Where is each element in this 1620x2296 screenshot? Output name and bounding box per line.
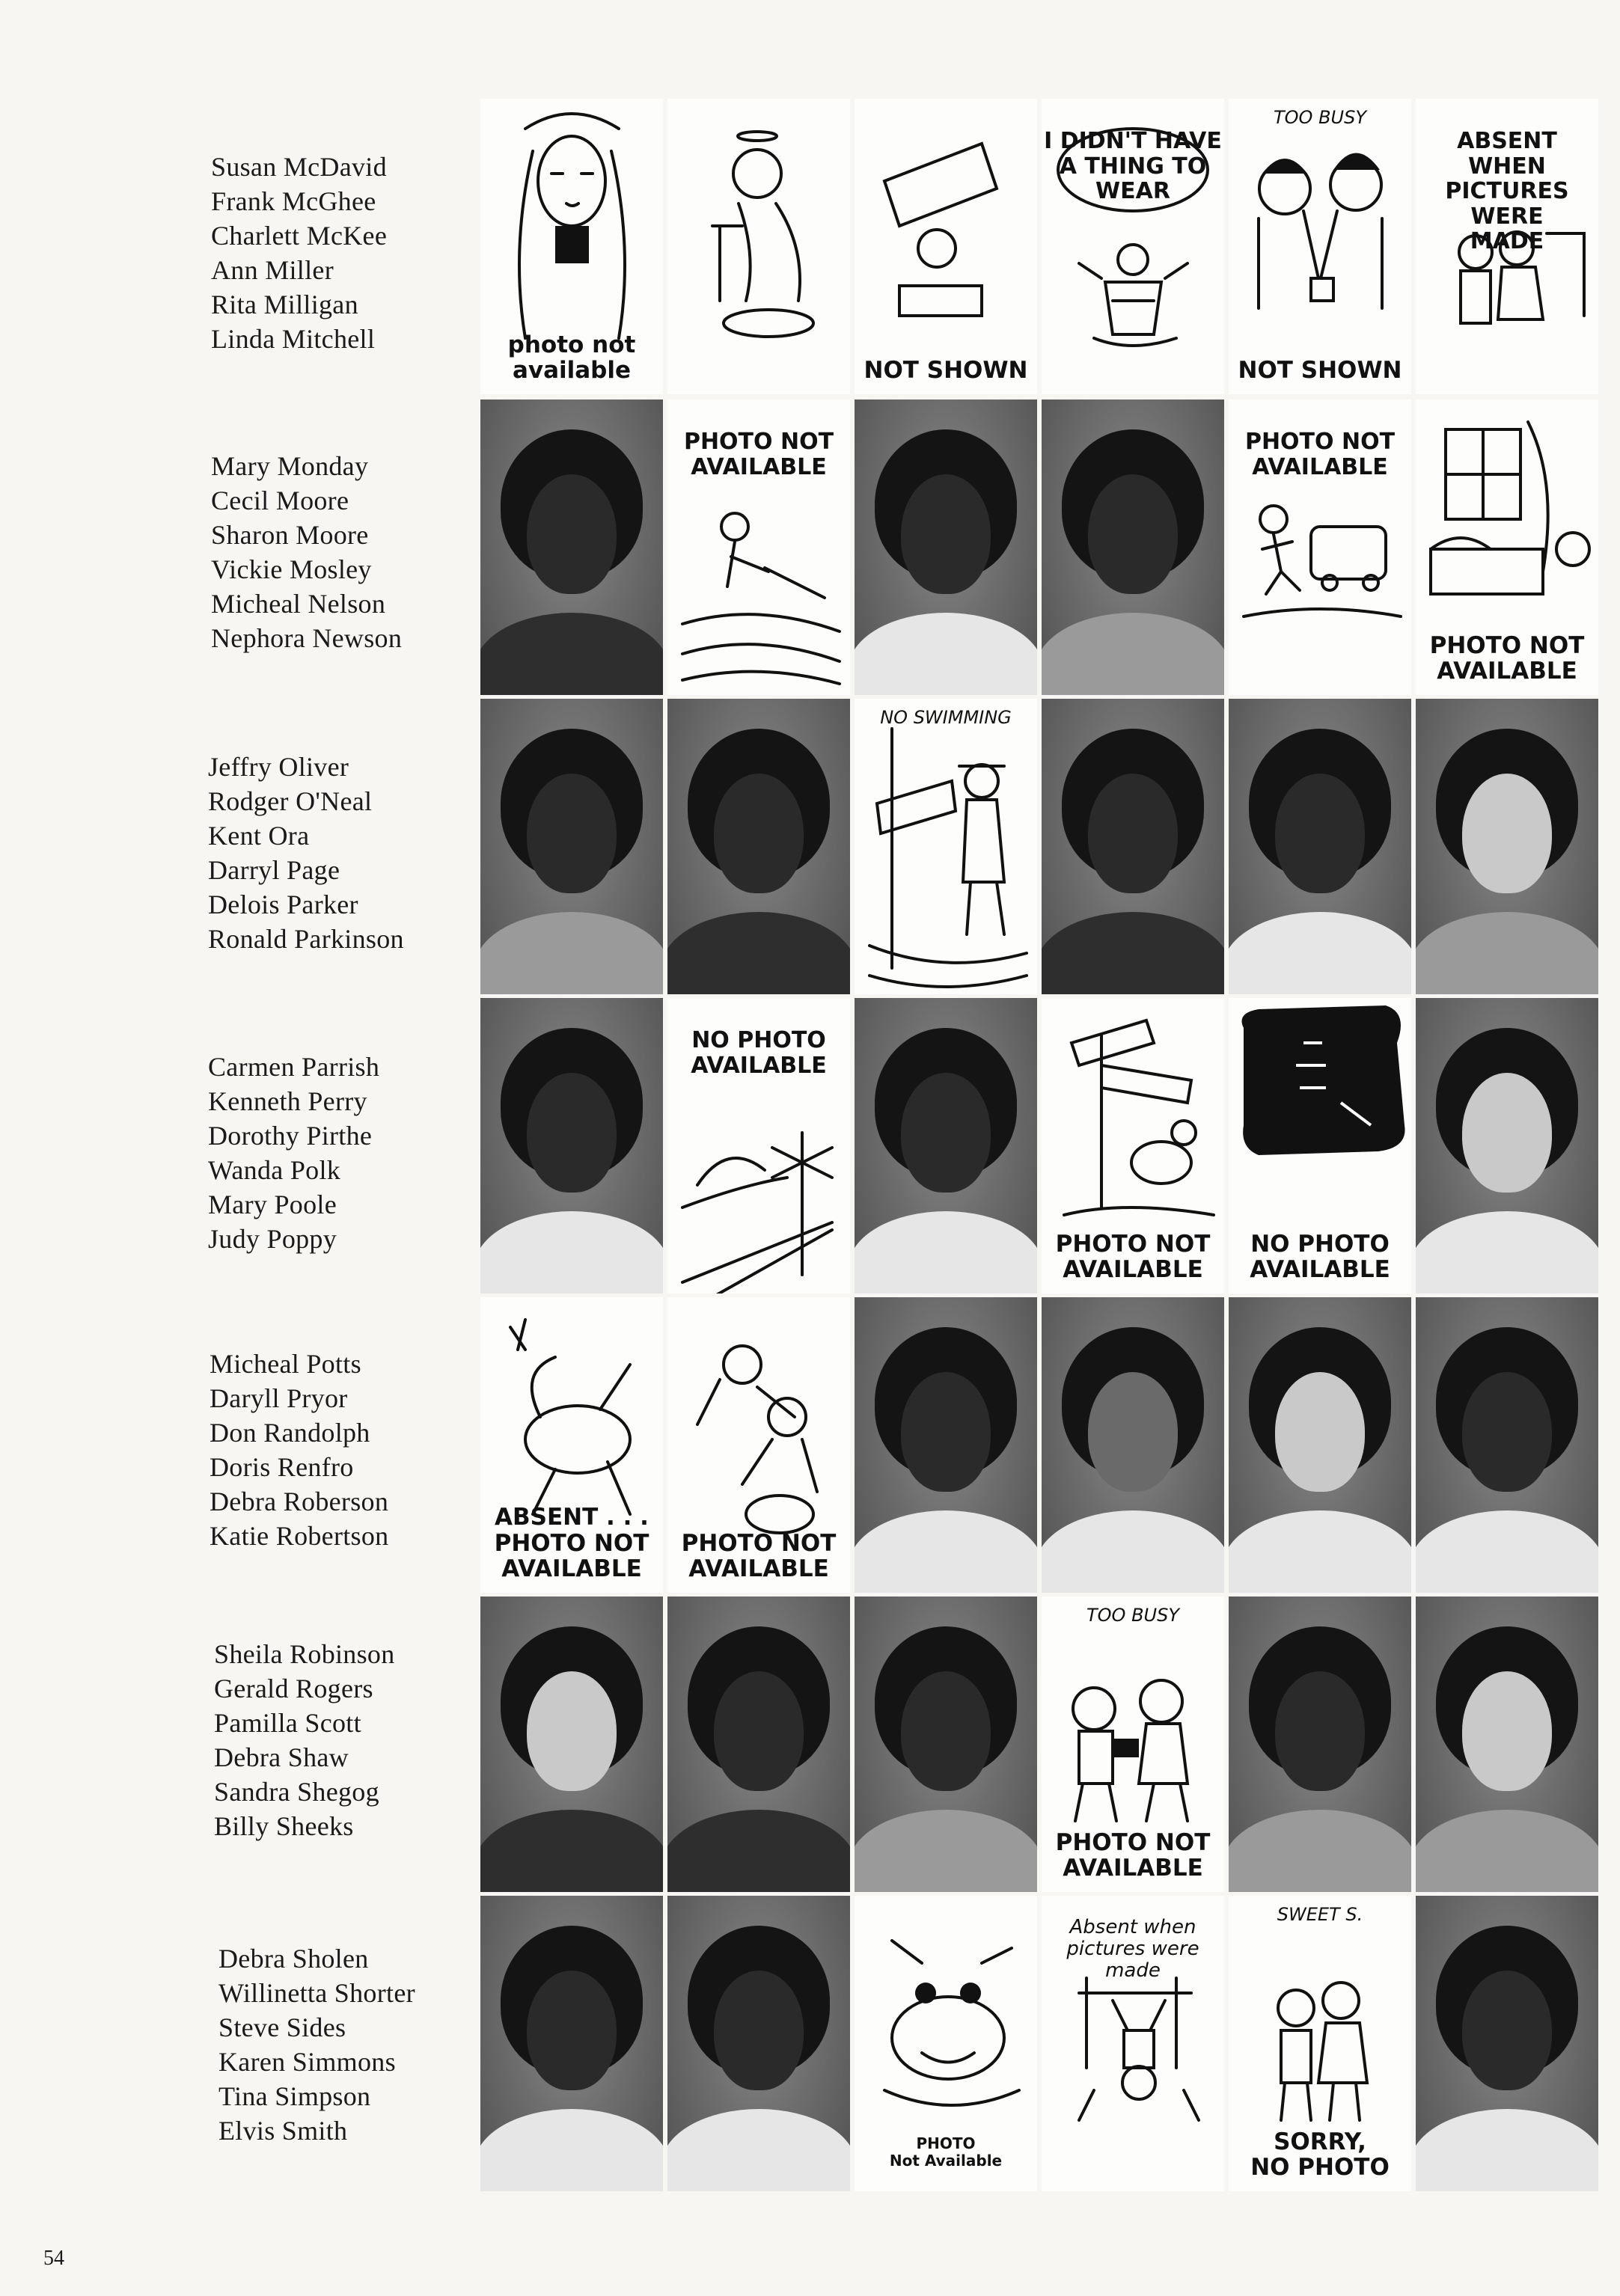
photo-not-available-cartoon [1229, 1896, 1411, 2191]
student-name: Willinetta Shorter [218, 1978, 415, 2008]
cartoon-label: TOO BUSY [1274, 107, 1366, 128]
student-name: Elvis Smith [218, 2116, 348, 2146]
portrait-face [1462, 1671, 1552, 1791]
student-name: Delois Parker [208, 890, 358, 919]
portrait-shoulders [667, 2109, 850, 2191]
student-name: Carmen Parrish [208, 1052, 380, 1082]
student-name: Mary Monday [211, 451, 369, 481]
student-name: Debra Sholen [218, 1944, 369, 1974]
student-name: Gerald Rogers [214, 1674, 373, 1703]
portrait-face [714, 1671, 804, 1791]
portrait-face [1088, 774, 1178, 893]
student-portrait [855, 998, 1037, 1294]
student-portrait [855, 1597, 1037, 1892]
page-number: 54 [43, 2247, 64, 2270]
student-portrait [1416, 1896, 1598, 2191]
student-name: Micheal Nelson [211, 589, 386, 619]
cartoon-label: NO SWIMMING [880, 707, 1012, 728]
student-name: Micheal Potts [210, 1349, 361, 1379]
student-name: Billy Sheeks [214, 1811, 354, 1841]
portrait-shoulders [480, 1211, 663, 1294]
photo-not-available-cartoon [667, 399, 850, 695]
student-name: Rita Milligan [211, 290, 358, 319]
student-name: Doris Renfro [210, 1452, 354, 1482]
portrait-face [1462, 1971, 1552, 2090]
photo-not-available-caption: ABSENT WHEN PICTURES WERE MADE [1445, 128, 1569, 255]
student-portrait [1042, 399, 1224, 695]
portrait-face [714, 1971, 804, 2090]
photo-not-available-cartoon [667, 99, 850, 394]
photo-not-available-caption: PHOTO NOT AVAILABLE [1244, 429, 1396, 480]
photo-not-available-cartoon [855, 99, 1037, 394]
student-portrait [855, 399, 1037, 695]
photo-not-available-caption: PHOTO NOT AVAILABLE [683, 429, 834, 480]
portrait-shoulders [1416, 1810, 1598, 1892]
student-name: Kenneth Perry [208, 1086, 367, 1116]
portrait-shoulders [1416, 912, 1598, 994]
student-portrait [480, 998, 663, 1294]
student-name: Mary Poole [208, 1190, 337, 1219]
name-list [208, 750, 462, 956]
student-name: Jeffry Oliver [208, 752, 349, 782]
photo-not-available-cartoon [1229, 998, 1411, 1294]
name-list [210, 1347, 464, 1553]
name-list [211, 449, 465, 655]
photo-not-available-cartoon [1416, 99, 1598, 394]
portrait-shoulders [1042, 1510, 1224, 1593]
portrait-face [1275, 1671, 1365, 1791]
student-name: Debra Roberson [210, 1487, 389, 1516]
student-portrait [1042, 1297, 1224, 1593]
student-name: Wanda Polk [208, 1155, 341, 1185]
portrait-shoulders [667, 912, 850, 994]
photo-not-available-caption: PHOTO NOT AVAILABLE [1055, 1230, 1211, 1284]
student-name: Nephora Newson [211, 623, 403, 653]
cartoon-label: SWEET S. [1277, 1904, 1363, 1925]
photo-not-available-caption: NOT SHOWN [1238, 357, 1402, 385]
portrait-face [1275, 774, 1365, 893]
student-portrait [667, 1896, 850, 2191]
student-name: Charlett McKee [211, 221, 388, 251]
photo-not-available-caption: SORRY, NO PHOTO [1250, 2128, 1390, 2182]
student-portrait [1229, 699, 1411, 994]
portrait-face [901, 474, 991, 594]
cartoon-label: TOO BUSY [1086, 1605, 1179, 1626]
name-list [211, 150, 465, 356]
portrait-face [527, 1971, 617, 2090]
photo-not-available-cartoon [1229, 99, 1411, 394]
student-name: Frank McGhee [211, 186, 376, 216]
student-portrait [480, 399, 663, 695]
photo-not-available-cartoon [480, 1297, 663, 1593]
student-name: Pamilla Scott [214, 1708, 361, 1738]
portrait-face [527, 1671, 617, 1791]
portrait-face [527, 474, 617, 594]
student-portrait [1416, 998, 1598, 1294]
photo-not-available-caption: NO PHOTO AVAILABLE [1250, 1230, 1390, 1284]
portrait-row [480, 998, 1603, 1294]
photo-not-available-cartoon [667, 998, 850, 1294]
student-portrait [1416, 1297, 1598, 1593]
student-name: Kent Ora [208, 821, 310, 851]
student-name: Don Randolph [210, 1418, 370, 1448]
portrait-face [1275, 1372, 1365, 1492]
photo-not-available-cartoon [855, 1896, 1037, 2191]
portrait-face [1088, 474, 1178, 594]
portrait-row [480, 399, 1603, 695]
student-portrait [667, 699, 850, 994]
photo-not-available-caption: Absent when pictures were made [1066, 1916, 1199, 1983]
photo-not-available-cartoon [1229, 399, 1411, 695]
student-name: Katie Robertson [210, 1521, 389, 1551]
student-name: Rodger O'Neal [208, 786, 373, 816]
portrait-face [901, 1372, 991, 1492]
portrait-shoulders [855, 613, 1037, 695]
photo-not-available-caption: ABSENT . . . PHOTO NOT AVAILABLE [494, 1503, 649, 1583]
student-name: Ronald Parkinson [208, 924, 404, 954]
portrait-shoulders [855, 1810, 1037, 1892]
photo-not-available-cartoon [1042, 998, 1224, 1294]
student-name: Sandra Shegog [214, 1777, 379, 1807]
photo-not-available-caption: PHOTO NOT AVAILABLE [1055, 1828, 1211, 1882]
student-portrait [1416, 699, 1598, 994]
portrait-shoulders [480, 613, 663, 695]
photo-not-available-caption: NOT SHOWN [864, 357, 1028, 385]
portrait-face [901, 1671, 991, 1791]
student-name: Vickie Mosley [211, 554, 372, 584]
portrait-row [480, 99, 1603, 394]
name-list [218, 1941, 473, 2148]
portrait-shoulders [1416, 2109, 1598, 2191]
photo-not-available-cartoon [667, 1297, 850, 1593]
portrait-face [1462, 1073, 1552, 1193]
portrait-face [527, 774, 617, 893]
student-name: Darryl Page [208, 855, 340, 885]
portrait-face [901, 1073, 991, 1193]
portrait-row [480, 1896, 1603, 2191]
photo-not-available-caption: PHOTO NOT AVAILABLE [1429, 631, 1585, 685]
photo-not-available-cartoon [1416, 399, 1598, 695]
student-name: Cecil Moore [211, 486, 349, 515]
student-name: Karen Simmons [218, 2047, 396, 2077]
portrait-shoulders [1229, 1810, 1411, 1892]
portrait-shoulders [1416, 1510, 1598, 1593]
photo-not-available-cartoon [1042, 1597, 1224, 1892]
student-name: Ann Miller [211, 255, 334, 285]
portrait-row [480, 1597, 1603, 1892]
student-name: Sharon Moore [211, 520, 369, 550]
student-name: Judy Poppy [208, 1224, 337, 1254]
photo-not-available-caption: PHOTO Not Available [889, 2134, 1003, 2170]
portrait-face [1462, 1372, 1552, 1492]
portrait-row [480, 1297, 1603, 1593]
portrait-shoulders [480, 2109, 663, 2191]
photo-not-available-caption: I DIDN'T HAVE A THING TO WEAR [1044, 128, 1222, 205]
portrait-face [1088, 1372, 1178, 1492]
student-portrait [1416, 1597, 1598, 1892]
student-portrait [1229, 1297, 1411, 1593]
photo-not-available-cartoon [480, 99, 663, 394]
photo-not-available-caption: PHOTO NOT AVAILABLE [681, 1529, 837, 1583]
student-name: Debra Shaw [214, 1742, 349, 1772]
photo-not-available-caption: photo not available [507, 331, 636, 385]
portrait-face [1462, 774, 1552, 893]
student-portrait [1229, 1597, 1411, 1892]
portrait-shoulders [1042, 912, 1224, 994]
photo-not-available-cartoon [1042, 1896, 1224, 2191]
student-portrait [480, 699, 663, 994]
portrait-row [480, 699, 1603, 994]
portrait-shoulders [1229, 912, 1411, 994]
student-portrait [1042, 699, 1224, 994]
portrait-shoulders [480, 912, 663, 994]
name-list [208, 1050, 462, 1256]
student-name: Steve Sides [218, 2012, 346, 2042]
student-portrait [855, 1297, 1037, 1593]
portrait-face [527, 1073, 617, 1193]
portrait-shoulders [1042, 613, 1224, 695]
student-name: Tina Simpson [218, 2081, 371, 2111]
photo-not-available-cartoon [1042, 99, 1224, 394]
portrait-shoulders [480, 1810, 663, 1892]
portrait-shoulders [1229, 1510, 1411, 1593]
portrait-shoulders [855, 1211, 1037, 1294]
student-portrait [667, 1597, 850, 1892]
portrait-shoulders [1416, 1211, 1598, 1294]
student-name: Sheila Robinson [214, 1639, 395, 1669]
photo-not-available-caption: NO PHOTO AVAILABLE [691, 1027, 827, 1079]
student-name: Susan McDavid [211, 152, 387, 182]
portrait-shoulders [667, 1810, 850, 1892]
portrait-shoulders [855, 1510, 1037, 1593]
name-list [214, 1637, 468, 1843]
student-name: Dorothy Pirthe [208, 1121, 373, 1151]
student-portrait [480, 1597, 663, 1892]
student-portrait [480, 1896, 663, 2191]
student-name: Daryll Pryor [210, 1383, 348, 1413]
student-name: Linda Mitchell [211, 324, 376, 354]
portrait-face [714, 774, 804, 893]
photo-not-available-cartoon [855, 699, 1037, 994]
